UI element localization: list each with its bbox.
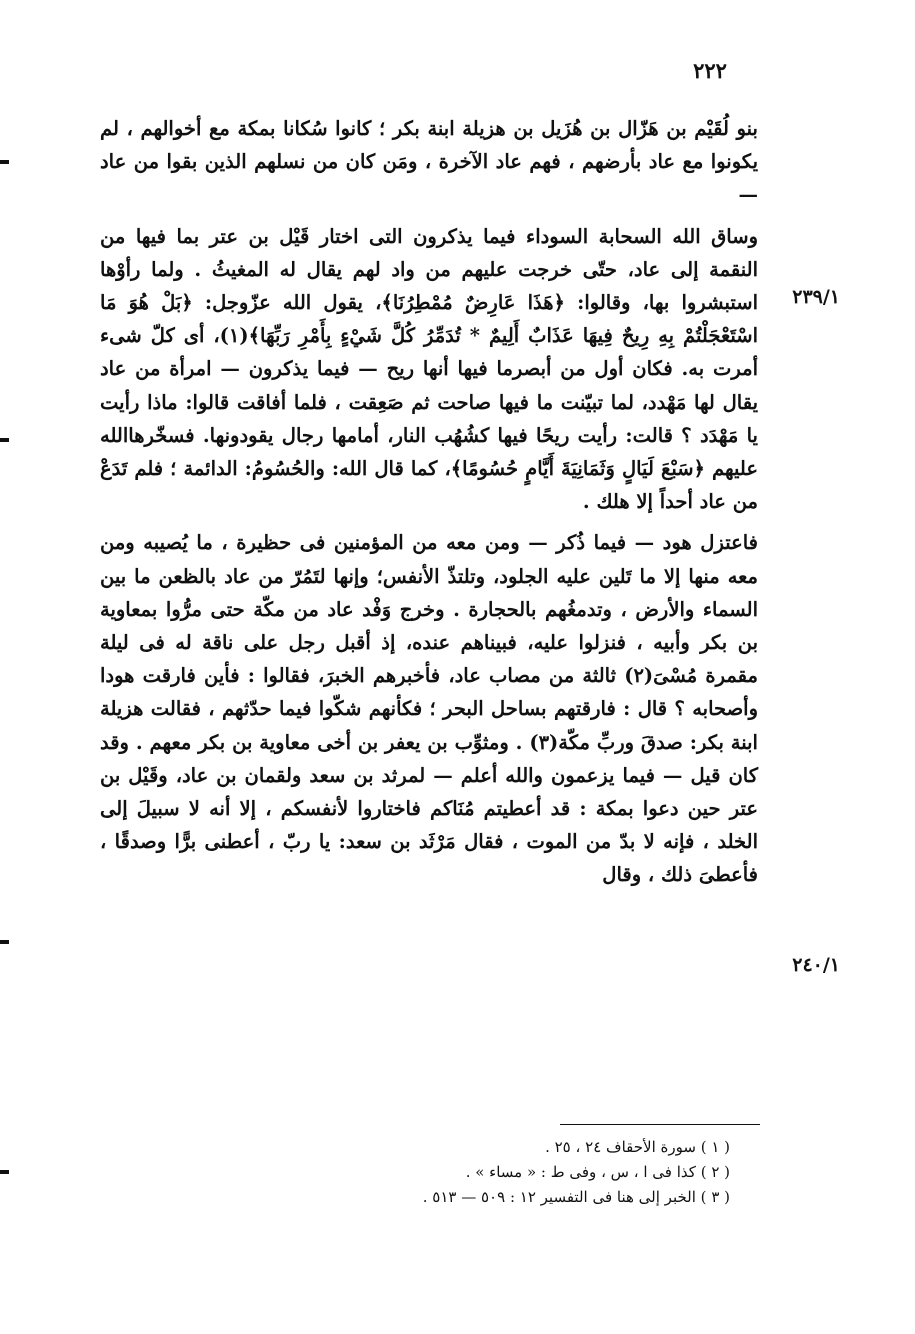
margin-reference-239: ٢٣٩/١: [792, 286, 840, 308]
footnote-3: ( ٣ ) الخبر إلى هنا فى التفسير ١٢ : ٥٠٩ — ٥١٣ .: [422, 1188, 730, 1206]
edge-mark: [0, 438, 9, 442]
paragraph-1: بنو لُقَيْم بن هَزّال بن هُزَيل بن هزيلة ابنة بكر ؛ كانوا سُكانا بمكة مع أخوالهم ، لم يكونوا مع عاد بأرضهم ، فهم عاد الآخرة ، ومَن كان من نسلهم الذين بقوا من عاد —: [100, 117, 758, 207]
main-text: [100, 112, 758, 892]
paragraph-2: وساق الله السحابة السوداء فيما يذكرون التى اختار قَيْل بن عتر بما فيها من النقمة إلى عاد، حتّى خرجت عليهم من واد لهم يقال له المغيثُ . ولما رأوْها استبشروا بها، وقالوا: ﴿هَذَا عَارِضٌ مُمْطِرُنَا﴾، يقول الله عزّوجل: ﴿بَلْ هُوَ مَا اسْتَعْجَلْتُمْ بِهِ رِيحٌ فِيهَا عَذَابٌ أَلِيمٌ * تُدَمِّرُ كُلَّ شَيْءٍ بِأَمْرِ رَبِّهَا﴾(١)، أى كلّ شىء أمرت به. فكان أول من أبصرما فيها أنها ريح — فيما يذكرون — امرأة من عاد يقال لها مَهْدد، لما تبيّنت ما فيها صاحت ثم صَعِقت ، فلما أفاقت قالوا: ماذا رأيت يا مَهْدَد ؟ قالت: رأيت ريحًا فيها كشُهُب النار، أمامها رجال يقودونها. فسخّرهاالله عليهم ﴿سَبْعَ لَيَالٍ وَثَمَانِيَةَ أَيَّامٍ حُسُومًا﴾، كما قال الله: والحُسُومُ: الدائمة ؛ فلم تَدَعْ من عاد أحداً إلا هلك .: [100, 224, 758, 514]
footnotes: [340, 1135, 730, 1210]
paragraph-3: فاعتزل هود — فيما ذُكر — ومن معه من المؤمنين فى حظيرة ، ما يُصيبه ومن معه منها إلا ما تَلين عليه الجلود، وتلتذّ الأنفس؛ وإنها لتَمُرّ من عاد بالظعن ما بين السماء والأرض ، وتدمغُهم بالحجارة . وخرج وَفْد عاد من مكّة حتى مرُّوا بمعاوية بن بكر وأبيه ، فنزلوا عليه، فبيناهم عنده، إذ أقبل رجل على ناقة له فى ليلة مقمرة مُسْىَ(٢) ثالثة من مصاب عاد، فأخبرهم الخبرَ، فقالوا : فأين فارقت هودا وأصحابه ؟ قال : فارقتهم بساحل البحر ؛ فكأنهم شكّوا فيما حدّثهم ، فقالت هزيلة ابنة بكر: صدقَ وربِّ مكّة(٣) . ومثوِّب بن يعفر بن أخى معاوية بن بكر معهم . وقد كان قيل — فيما يزعمون والله أعلم — لمرثد بن سعد ولقمان بن عاد، وقَيْل بن عتر حين دعوا بمكة : قد أعطيتم مُنَاكم فاختاروا لأنفسكم ، إلا أنه لا سبيلَ إلى الخلد ، فإنه لا بدّ من الموت ، فقال مَرْثَد بن سعد: يا ربّ ، أعطنى برًّا وصدقًا ، فأعطىَ ذلك ، وقال: [100, 531, 758, 887]
footnote-divider: [560, 1124, 760, 1125]
edge-mark: [0, 1170, 9, 1174]
page-number: ٢٢٢: [693, 58, 727, 83]
footnote-2: ( ٢ ) كذا فى ا ، س ، وفى ط : « مساء » .: [465, 1163, 730, 1181]
margin-reference-240: ٢٤٠/١: [792, 954, 840, 976]
edge-mark: [0, 940, 9, 944]
footnote-1: ( ١ ) سورة الأحقاف ٢٤ ، ٢٥ .: [545, 1138, 730, 1156]
edge-mark: [0, 160, 9, 164]
